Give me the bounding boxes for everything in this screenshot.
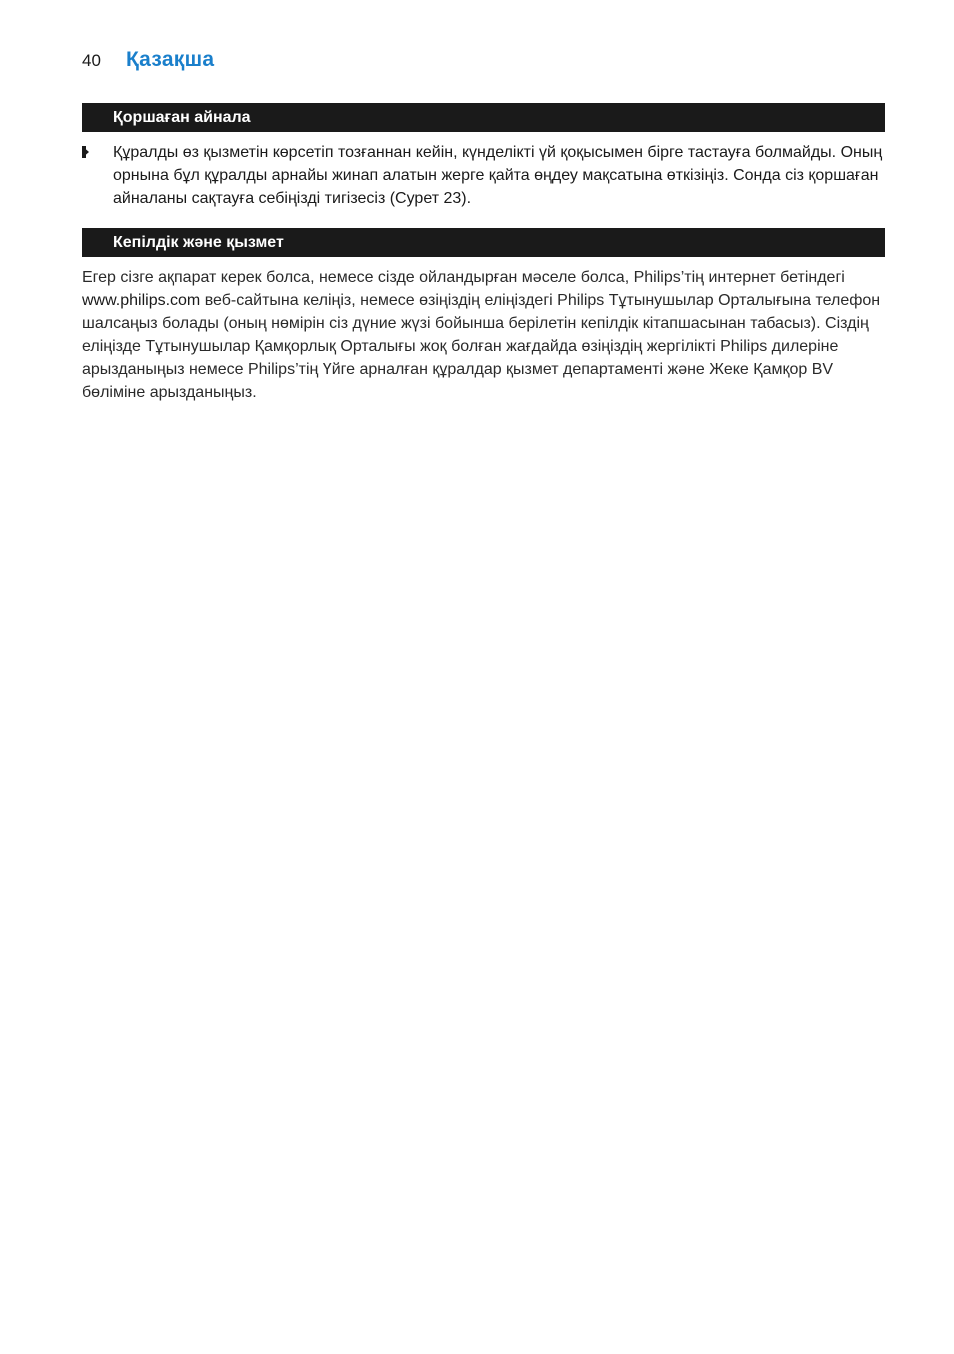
section-heading-environment: Қоршаған айнала (82, 103, 885, 132)
language-title: Қазақша (126, 48, 215, 71)
section-heading-guarantee: Кепілдік және қызмет (82, 228, 885, 257)
bullet-item (82, 141, 885, 210)
paragraph-text-end: веб-сайтына келіңіз, немесе өзіңіздің еліңіздегі Philips Тұтынушылар Орталығына телефон шалсаңыз болады (оның нөмірін сіз дүние жүзі бойынша берілетін кепілдік кітапшасынан табасыз). Сіздің еліңізде Тұтынушылар Қамқорлық Орталығы жоқ болған жағдайда өзіңіздің жергілікті Philips дилеріне арызданыңыз немесе Philips’тің Үйге арналған құралдар қызмет департаменті және Жеке Қамқор BV бөліміне арызданыңыз. (82, 292, 881, 401)
website-link[interactable]: www.philips.com (82, 292, 201, 309)
page-header (82, 48, 214, 72)
bullet-text: Құралды өз қызметін көрсетіп тозғаннан кейін, күнделікті үй қоқысымен бірге тастауға болмайды. Оның орнына бұл құралды арнайы жинап алатын жерге қайта өңдеу мақсатына өткізіңіз. Сонда сіз қоршаған айналаны сақтауға себіңізді тигізесіз (Сурет 23). (113, 144, 883, 207)
page-number: 40 (82, 51, 101, 70)
bullet-marker-icon (82, 146, 89, 158)
paragraph-text-start: Егер сізге ақпарат керек болса, немесе сізде ойландырған мәселе болса, Philips’тің интернет бетіндегі (82, 269, 845, 286)
guarantee-paragraph (82, 266, 887, 404)
